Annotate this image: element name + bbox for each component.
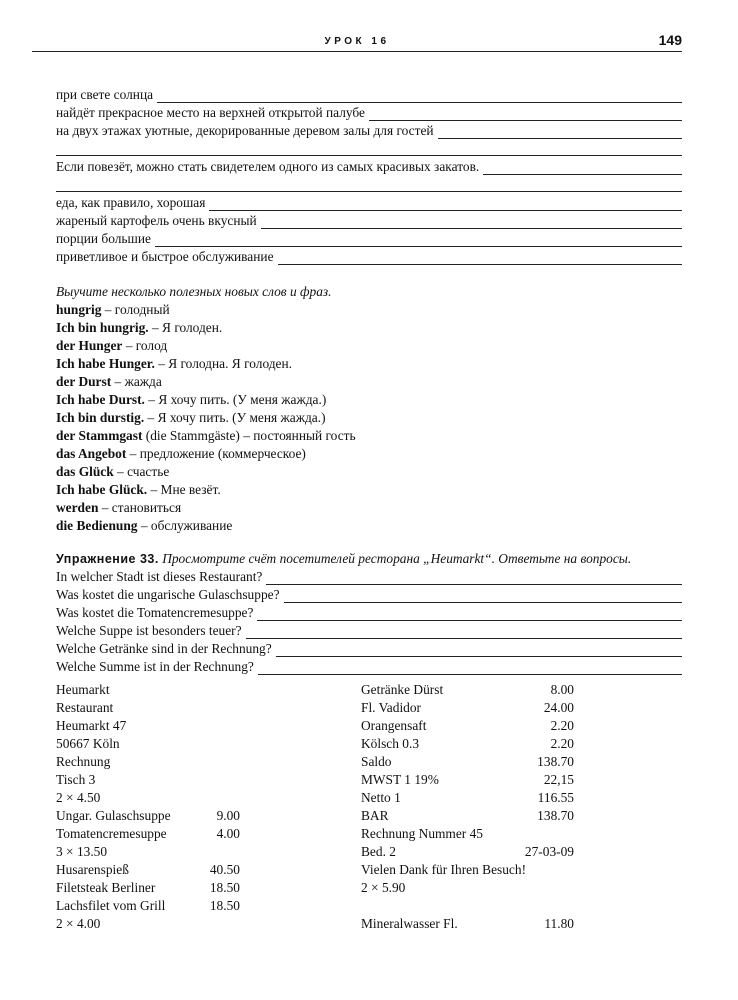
exercise-instruction: Просмотрите счёт посетителей ресторана „Heumarkt“. Ответьте на вопросы. xyxy=(158,551,632,566)
vocab-item xyxy=(56,517,232,534)
receipt-left-item-label: Tisch 3 xyxy=(56,772,96,787)
vocab-item xyxy=(56,319,222,336)
answer-line[interactable] xyxy=(369,108,682,121)
receipt-right-item-label: Bed. 2 xyxy=(361,844,396,859)
question-line xyxy=(56,604,682,621)
answer-line[interactable] xyxy=(157,90,682,103)
exercise-label: Упражнение 33. xyxy=(56,552,159,566)
receipt-right-item-label: Rechnung Nummer 45 xyxy=(361,826,483,841)
answer-line[interactable] xyxy=(438,126,682,139)
question-line xyxy=(56,622,682,639)
receipt-right-item-value: 2.20 xyxy=(550,718,574,733)
vocab-translation: – счастье xyxy=(113,464,170,479)
vocab-term: der Stammgast xyxy=(56,428,143,443)
vocab-translation: – Я хочу пить. (У меня жажда.) xyxy=(144,410,326,425)
receipt-left-item-label: Ungar. Gulaschsuppe xyxy=(56,808,171,823)
vocab-translation: – Мне везёт. xyxy=(147,482,221,497)
vocab-term: die Bedienung xyxy=(56,518,138,533)
vocab-item xyxy=(56,409,326,426)
vocab-translation: – обслуживание xyxy=(137,518,233,533)
fill-line-text: жареный картофель очень вкусный xyxy=(56,213,257,228)
fill-line-text: найдёт прекрасное место на верхней открытой палубе xyxy=(56,105,365,120)
question-text: Was kostet die Tomatencremesuppe? xyxy=(56,605,254,620)
vocab-term: Ich habe Glück. xyxy=(56,482,148,497)
answer-line[interactable] xyxy=(246,626,682,639)
vocab-translation: – постоянный гость xyxy=(239,428,356,443)
receipt-left-item-label: 3 × 13.50 xyxy=(56,844,108,859)
fill-line-text: еда, как правило, хорошая xyxy=(56,195,206,210)
fill-line xyxy=(56,122,682,139)
blank-answer-line[interactable] xyxy=(56,191,682,192)
receipt-left-item-value: 18.50 xyxy=(209,898,240,913)
receipt-right-item-value: 138.70 xyxy=(537,808,574,823)
vocab-translation: – голод xyxy=(122,338,168,353)
fill-line-text: приветливое и быстрое обслуживание xyxy=(56,249,274,264)
answer-line[interactable] xyxy=(258,662,682,675)
receipt-left-item-label: Husarenspieß xyxy=(56,862,129,877)
answer-line[interactable] xyxy=(257,608,682,621)
answer-line[interactable] xyxy=(155,234,682,247)
receipt-left-item-label: 2 × 4.00 xyxy=(56,916,101,931)
receipt-left-item-value: 4.00 xyxy=(216,826,240,841)
vocab-term: Ich bin hungrig. xyxy=(56,320,149,335)
question-text: Welche Getränke sind in der Rechnung? xyxy=(56,641,272,656)
receipt-left-item-label: Restaurant xyxy=(56,700,114,715)
answer-line[interactable] xyxy=(266,572,682,585)
exercise-title xyxy=(56,550,631,568)
vocab-term: hungrig xyxy=(56,302,102,317)
blank-answer-line[interactable] xyxy=(56,155,682,156)
receipt-right-item-value: 8.00 xyxy=(550,682,574,697)
vocab-translation: – предложение (коммерческое) xyxy=(126,446,306,461)
vocab-item xyxy=(56,427,356,444)
answer-line[interactable] xyxy=(209,198,682,211)
receipt-right-item-label: Fl. Vadidor xyxy=(361,700,422,715)
answer-line[interactable] xyxy=(284,590,682,603)
vocab-item xyxy=(56,499,181,516)
question-text: Welche Suppe ist besonders teuer? xyxy=(56,623,242,638)
question-line xyxy=(56,586,682,603)
question-text: Was kostet die ungarische Gulaschsuppe? xyxy=(56,587,280,602)
fill-line xyxy=(56,248,682,265)
receipt-right-item-value: 116.55 xyxy=(537,790,574,805)
receipt-right-item-value: 24.00 xyxy=(543,700,574,715)
vocab-translation: – становиться xyxy=(98,500,182,515)
vocab-term: werden xyxy=(56,500,99,515)
receipt-right-item-label: 2 × 5.90 xyxy=(361,880,406,895)
vocab-item xyxy=(56,355,292,372)
receipt-left-item-label: Tomatencremesuppe xyxy=(56,826,167,841)
question-line xyxy=(56,568,682,585)
receipt-left-item-label: Heumarkt 47 xyxy=(56,718,127,733)
receipt-right-item-label: Saldo xyxy=(361,754,392,769)
vocab-item xyxy=(56,481,221,498)
vocab-item xyxy=(56,391,326,408)
vocab-term: der Durst xyxy=(56,374,112,389)
vocab-term: Ich habe Durst. xyxy=(56,392,145,407)
answer-line[interactable] xyxy=(278,252,682,265)
vocab-term: Ich bin durstig. xyxy=(56,410,145,425)
receipt-left-item-label: Rechnung xyxy=(56,754,111,769)
vocab-term: das Glück xyxy=(56,464,114,479)
receipt-right-item-label: Netto 1 xyxy=(361,790,401,805)
vocab-translation: – Я голоден. xyxy=(148,320,223,335)
receipt-right-item-value: 138.70 xyxy=(537,754,574,769)
vocab-translation: – голодный xyxy=(101,302,170,317)
fill-line-text: на двух этажах уютные, декорированные деревом залы для гостей xyxy=(56,123,434,138)
vocab-translation: – Я хочу пить. (У меня жажда.) xyxy=(144,392,327,407)
answer-line[interactable] xyxy=(483,162,682,175)
receipt-left-item-value: 9.00 xyxy=(216,808,240,823)
receipt-left-item-label: 2 × 4.50 xyxy=(56,790,101,805)
vocab-term: Ich habe Hunger. xyxy=(56,356,155,371)
receipt-left-item-label: Filetsteak Berliner xyxy=(56,880,156,895)
receipt-left-item-value: 18.50 xyxy=(209,880,240,895)
receipt-right-item-label: Orangensaft xyxy=(361,718,427,733)
question-line xyxy=(56,640,682,657)
vocab-plural: (die Stammgäste) xyxy=(142,428,240,443)
vocab-item xyxy=(56,463,169,480)
receipt-left-item-label: Lachsfilet vom Grill xyxy=(56,898,166,913)
page-number: 149 xyxy=(658,32,682,48)
receipt-left-item-label: 50667 Köln xyxy=(56,736,120,751)
vocab-item xyxy=(56,373,162,390)
fill-line xyxy=(56,194,682,211)
vocab-term: der Hunger xyxy=(56,338,123,353)
receipt-right-item-value: 27-03-09 xyxy=(524,844,574,859)
question-text: Welche Summe ist in der Rechnung? xyxy=(56,659,254,674)
fill-line xyxy=(56,158,682,175)
fill-line xyxy=(56,212,682,229)
receipt-right-item-label: Kölsch 0.3 xyxy=(361,736,420,751)
receipt-right-item-label: BAR xyxy=(361,808,389,823)
fill-line xyxy=(56,86,682,103)
vocab-term: das Angebot xyxy=(56,446,127,461)
receipt-right-item-value: 22,15 xyxy=(543,772,574,787)
vocab-item xyxy=(56,445,306,462)
vocab-translation: – жажда xyxy=(111,374,162,389)
vocab-translation: – Я голодна. Я голоден. xyxy=(154,356,293,371)
answer-line[interactable] xyxy=(276,644,682,657)
lesson-title: УРОК 16 xyxy=(324,36,390,47)
vocab-item xyxy=(56,301,170,318)
fill-line xyxy=(56,104,682,121)
fill-line-text: Если повезёт, можно стать свидетелем одного из самых красивых закатов. xyxy=(56,159,480,174)
receipt-right-item-value: 11.80 xyxy=(544,916,574,931)
receipt-right-item-label: Getränke Dürst xyxy=(361,682,444,697)
receipt-right-item-label: Vielen Dank für Ihren Besuch! xyxy=(361,862,527,877)
vocab-item xyxy=(56,337,167,354)
receipt-right-item-label: MWST 1 19% xyxy=(361,772,439,787)
question-text: In welcher Stadt ist dieses Restaurant? xyxy=(56,569,263,584)
receipt-right-item-label: Mineralwasser Fl. xyxy=(361,916,458,931)
vocab-intro: Выучите несколько полезных новых слов и фраз. xyxy=(56,284,332,299)
answer-line[interactable] xyxy=(261,216,682,229)
fill-line-text: порции большие xyxy=(56,231,151,246)
page-header xyxy=(32,33,682,52)
receipt-left-item-value: 40.50 xyxy=(209,862,240,877)
fill-line-text: при свете солнца xyxy=(56,87,154,102)
receipt-left-item-label: Heumarkt xyxy=(56,682,110,697)
question-line xyxy=(56,658,682,675)
fill-line xyxy=(56,230,682,247)
receipt-right-item-value: 2.20 xyxy=(550,736,574,751)
